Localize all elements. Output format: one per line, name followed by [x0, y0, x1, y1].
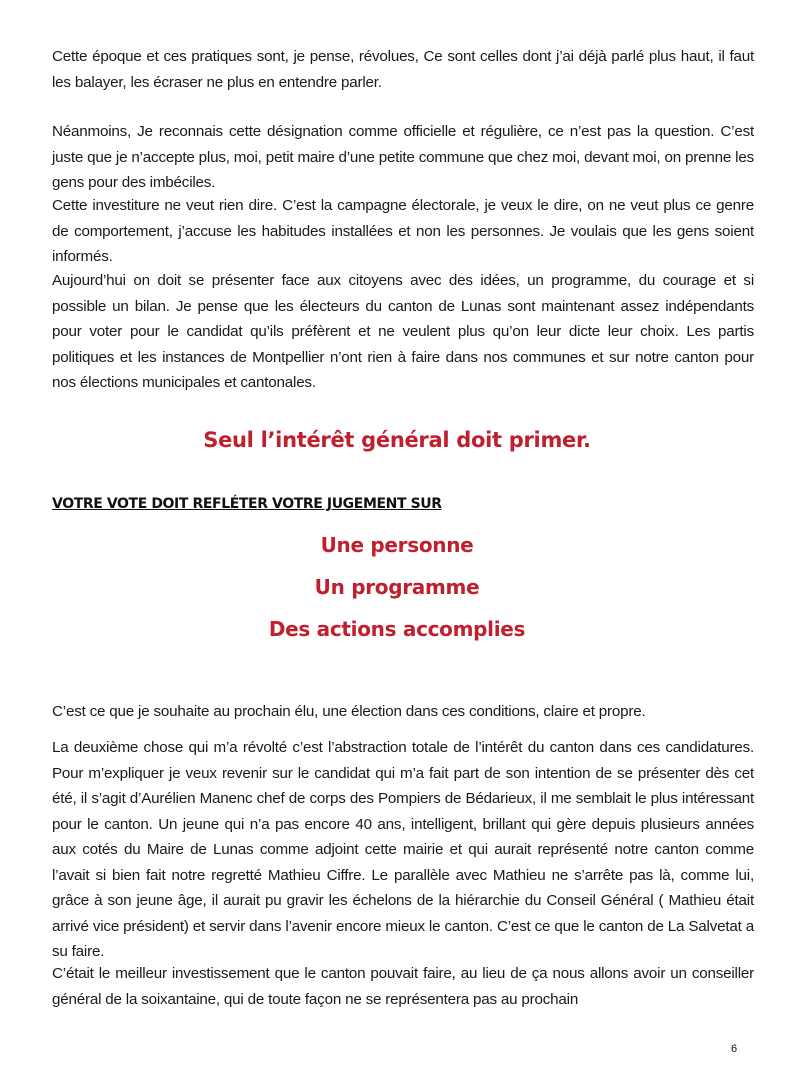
- subheading: VOTRE VOTE DOIT REFLÉTER VOTRE JUGEMENT SUR: [52, 496, 442, 512]
- criterion-actions: Des actions accomplies: [268, 617, 526, 641]
- criterion-person: Une personne: [320, 533, 474, 557]
- paragraph-5: C’est ce que je souhaite au prochain élu, une élection dans ces conditions, claire et propre.: [52, 703, 646, 720]
- paragraph-3: Cette investiture ne veut rien dire. C’est la campagne électorale, je veux le dire, on ne veut plus ce genre de comportement, j’accuse les habitudes installées et non les personnes. Je voulais que les gens soient informés.: [52, 197, 754, 265]
- main-heading: Seul l’intérêt général doit primer.: [203, 428, 591, 452]
- paragraph-6: La deuxième chose qui m’a révolté c’est l’abstraction totale de l’intérêt du canton dans ces candidatures. Pour m’expliquer je veux revenir sur le candidat qui m’a fait part de son intention de se présenter dès cet été, il s’agit d’Aurélien Manenc chef de corps des Pompiers de Bédarieux, il me semblait le plus intéressant pour le canton. Un jeune qui n’a pas encore 40 ans, intelligent, brillant qui gère depuis plusieurs années aux cotés du Maire de Lunas comme adjoint cette mairie et qui aurait représenté notre canton comme l’avait si bien fait notre regretté Mathieu Ciffre. Le parallèle avec Mathieu ne s’arrête pas là, comme lui, grâce à son jeune âge, il aurait pu gravir les échelons de la hiérarchie du Conseil Général ( Mathieu était arrivé vice président) et servir dans l’avenir encore mieux le canton. C’est ce que le canton de La Salvetat a su faire.: [52, 739, 754, 960]
- paragraph-4: Aujourd’hui on doit se présenter face aux citoyens avec des idées, un programme, du courage et si possible un bilan. Je pense que les électeurs du canton de Lunas sont maintenant assez indépendants pour voter pour le candidat qu’ils préfèrent et ne veulent plus qu’on leur dicte leur choix. Les partis politiques et les instances de Montpellier n’ont rien à faire dans nos communes et sur notre canton pour nos élections municipales et cantonales.: [52, 272, 754, 391]
- page-number: 6: [731, 1043, 738, 1055]
- paragraph-7: C’était le meilleur investissement que le canton pouvait faire, au lieu de ça nous allons avoir un conseiller général de la soixantaine, qui de toute façon ne se représentera pas au prochain: [52, 965, 754, 1008]
- criterion-program: Un programme: [314, 575, 480, 599]
- paragraph-2: Néanmoins, Je reconnais cette désignation comme officielle et régulière, ce n’est pas la question. C’est juste que je n’accepte plus, moi, petit maire d’une petite commune que chez moi, devant moi, on prenne les gens pour des imbéciles.: [52, 123, 754, 191]
- paragraph-1: Cette époque et ces pratiques sont, je pense, révolues, Ce sont celles dont j’ai déjà parlé plus haut, il faut les balayer, les écraser ne plus en entendre parler.: [52, 48, 754, 91]
